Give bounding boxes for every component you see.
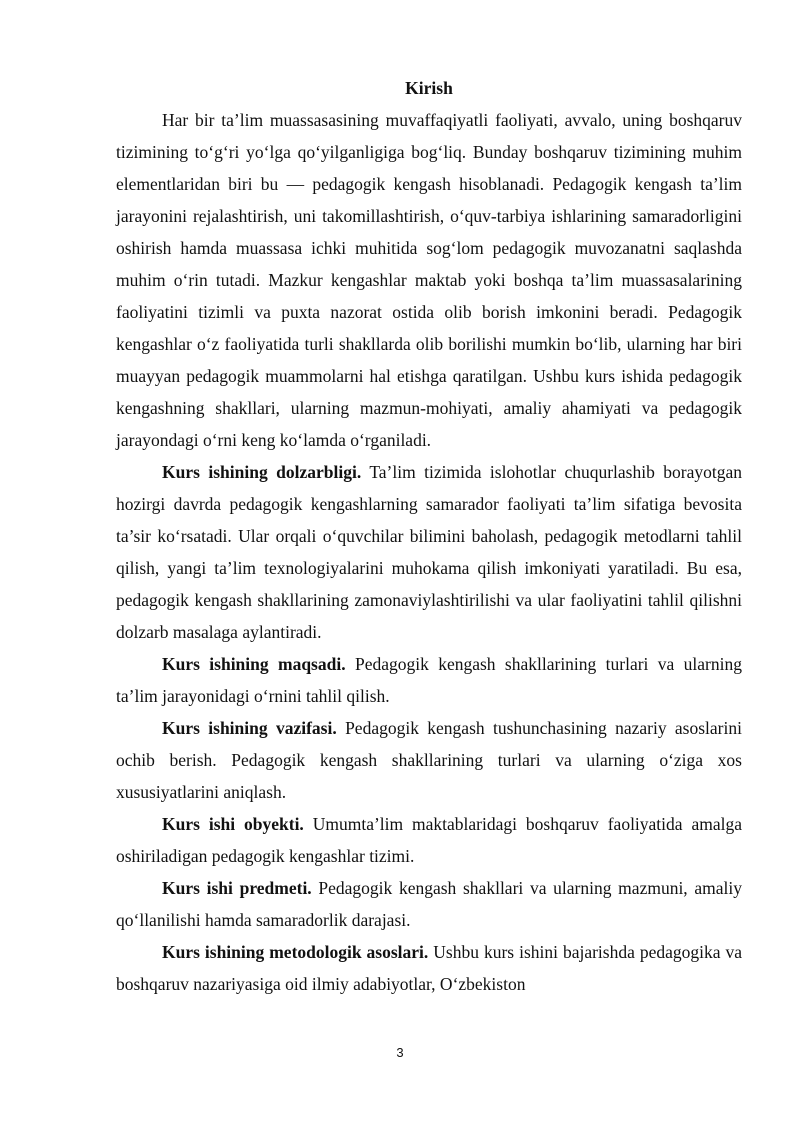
object-paragraph	[116, 808, 742, 872]
document-title: Kirish	[405, 78, 453, 98]
goal-text: Pedagogik kengash shakllarining turlari va ularning ta’lim jarayonidagi o‘rnini tahlil qilish.	[116, 654, 742, 706]
subject-heading: Kurs ishi predmeti.	[162, 878, 312, 898]
tasks-text: Pedagogik kengash tushunchasining nazariy asoslarini ochib berish. Pedagogik kengash shakllarining turlari va ularning o‘ziga xos xususiyatlarini aniqlash.	[116, 718, 742, 802]
tasks-heading: Kurs ishining vazifasi.	[162, 718, 337, 738]
methodology-paragraph	[116, 936, 742, 1000]
goal-heading: Kurs ishining maqsadi.	[162, 654, 346, 674]
subject-paragraph	[116, 872, 742, 936]
object-heading: Kurs ishi obyekti.	[162, 814, 304, 834]
methodology-text: Ushbu kurs ishini bajarishda pedagogika va boshqaruv nazariyasiga oid ilmiy adabiyotlar, O‘zbekiston	[116, 942, 743, 994]
page-number: 3	[396, 1045, 404, 1060]
object-text: Umumta’lim maktablaridagi boshqaruv faoliyatida amalga oshiriladigan pedagogik kengashlar tizimi.	[116, 814, 742, 866]
methodology-heading: Kurs ishining metodologik asoslari.	[162, 942, 429, 962]
subject-text: Pedagogik kengash shakllari va ularning mazmuni, amaliy qo‘llanilishi hamda samaradorlik darajasi.	[116, 878, 742, 930]
intro-paragraph: Har bir ta’lim muassasasining muvaffaqiyatli faoliyati, avvalo, uning boshqaruv tizimining to‘g‘ri yo‘lga qo‘yilganligiga bog‘liq. Bunday boshqaruv tizimining muhim elementlaridan biri bu — pedagogik kengash hisoblanadi. Pedagogik kengash ta’lim jarayonini rejalashtirish, uni takomillashtirish, o‘quv-tarbiya ishlarining samaradorligini oshirish hamda muassasa ichki muhitida sog‘lom pedagogik muvozanatni saqlashda muhim o‘rin tutadi. Mazkur kengashlar maktab yoki boshqa ta’lim muassasalarining faoliyatini tizimli va puxta nazorat ostida olib borish imkonini beradi. Pedagogik kengashlar o‘z faoliyatida turli shakllarda olib borilishi mumkin bo‘lib, ularning har biri muayyan pedagogik muammolarni hal etishga qaratilgan. Ushbu kurs ishida pedagogik kengashning shakllari, ularning mazmun-mohiyati, amaliy ahamiyati va pedagogik jarayondagi o‘rni keng ko‘lamda o‘rganiladi.	[116, 110, 742, 450]
relevance-paragraph	[116, 456, 742, 648]
tasks-paragraph	[116, 712, 742, 808]
relevance-heading: Kurs ishining dolzarbligi.	[162, 462, 362, 482]
document-page	[116, 72, 742, 1000]
goal-paragraph	[116, 648, 742, 712]
relevance-text: Ta’lim tizimida islohotlar chuqurlashib borayotgan hozirgi davrda pedagogik kengashlarning samarador faoliyati ta’lim sifatiga bevosita ta’sir ko‘rsatadi. Ular orqali o‘quvchilar bilimini baholash, pedagogik metodlarni tahlil qilish, yangi ta’lim texnologiyalarini muhokama qilish imkoniyati yaratiladi. Bu esa, pedagogik kengash shakllarining zamonaviylashtirilishi va ular faoliyatini tahlil qilishni dolzarb masalaga aylantiradi.	[116, 462, 742, 642]
